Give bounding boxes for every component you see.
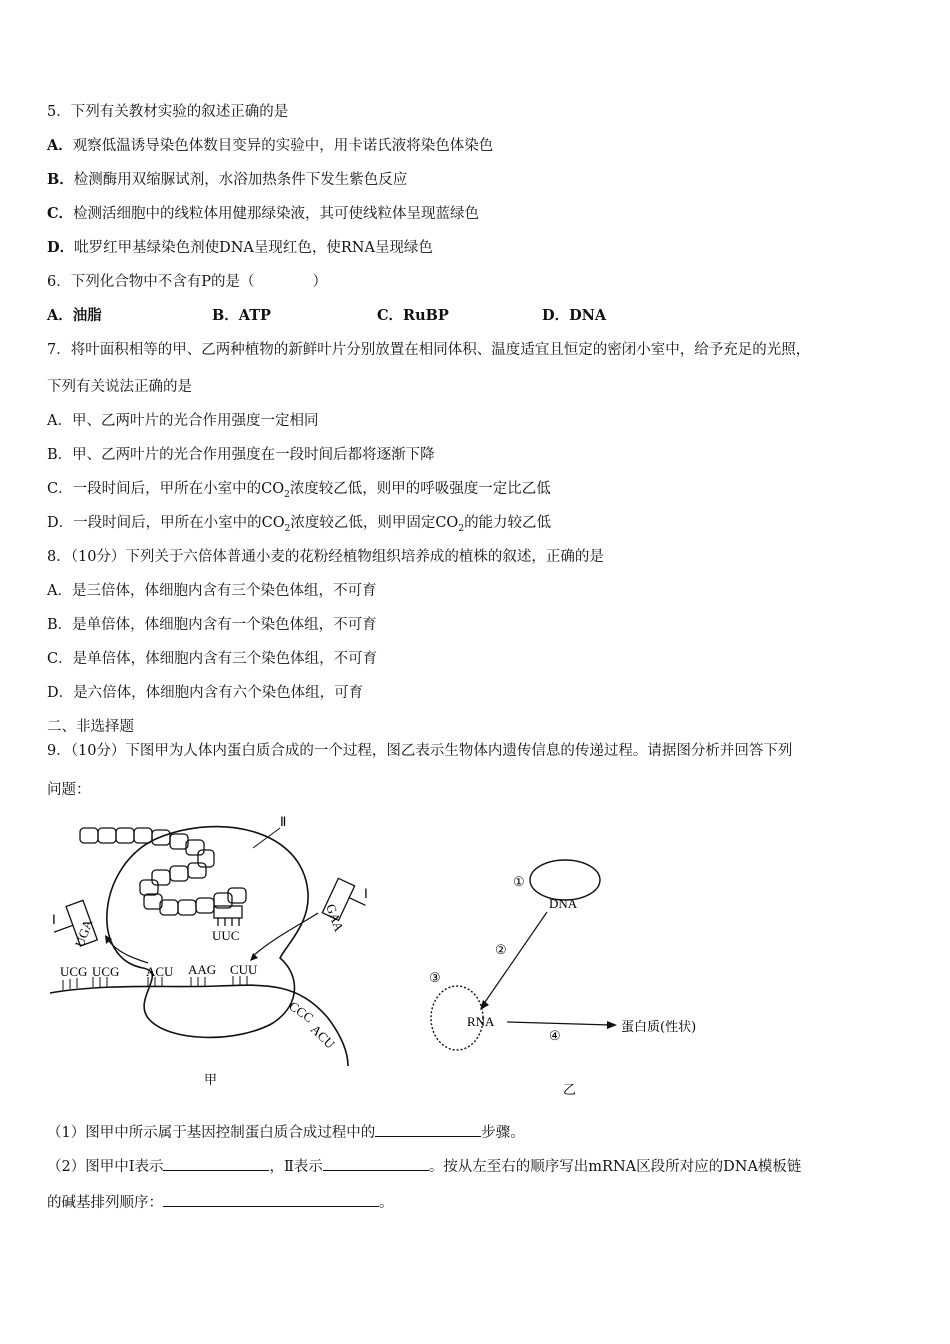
codon-4: AAG <box>188 962 217 977</box>
q7-option-c: C．一段时间后，甲所在小室中的$CO_2$浓度较乙低，则甲的呼吸强度一定比乙低 <box>47 481 551 500</box>
polypeptide-chain <box>80 828 246 915</box>
answer-blank-4[interactable] <box>163 1192 379 1207</box>
protein-label: 蛋白质(性状) <box>621 1020 697 1035</box>
step-3: ③ <box>429 970 441 985</box>
q9-part1: （1）图甲中所示属于基因控制蛋白质合成过程中的 步骤。 <box>47 1122 525 1143</box>
q6-option-d: D．DNA <box>542 307 607 324</box>
q8-option-c: C．是单倍体，体细胞内含有三个染色体组，不可育 <box>47 651 378 667</box>
q6-options <box>47 306 606 326</box>
q6-option-a: A．油脂 <box>47 307 102 324</box>
figure-jia <box>48 808 378 1098</box>
rna-label: RNA <box>467 1014 495 1029</box>
q7-option-a: A．甲、乙两叶片的光合作用强度一定相同 <box>47 413 319 429</box>
codon-5: CUU <box>230 962 258 977</box>
answer-blank-3[interactable] <box>323 1156 429 1171</box>
q5-option-c: C．检测活细胞中的线粒体用健那绿染液，其可使线粒体呈现蓝绿色 <box>47 205 480 222</box>
codon-2: UCG <box>92 964 120 979</box>
codon-3: ACU <box>146 964 174 979</box>
q7-stem-line1: 7．将叶面积相等的甲、乙两种植物的新鲜叶片分别放置在相同体积、温度适宜且恒定的密闭小室中，给予充足的光照， <box>47 342 811 358</box>
q6-option-c: C．RuBP <box>377 307 449 324</box>
mrna-strand <box>50 985 348 1066</box>
caption-yi: 乙 <box>563 1082 577 1097</box>
label-II: Ⅱ <box>280 814 287 829</box>
step-2: ② <box>495 942 507 957</box>
q5-option-d: D．吡罗红甲基绿染色剂使DNA呈现红色，使RNA呈现绿色 <box>47 239 433 256</box>
q8-option-b: B．是单倍体，体细胞内含有一个染色体组，不可育 <box>47 617 377 633</box>
codon-1: UCG <box>60 964 88 979</box>
q9-stem-line2: 问题： <box>47 782 91 798</box>
arrow-dna-rna <box>483 912 547 1005</box>
q8-option-a: A．是三倍体，体细胞内含有三个染色体组，不可育 <box>47 583 377 599</box>
dna-label: DNA <box>549 896 578 911</box>
arrow-rna-protein <box>507 1022 611 1025</box>
trna-middle <box>214 906 242 926</box>
q8-option-d: D．是六倍体，体细胞内含有六个染色体组，可育 <box>47 685 364 701</box>
step-1: ① <box>513 874 525 889</box>
q6-option-b: B．ATP <box>212 307 271 324</box>
arrow-left <box>108 940 148 963</box>
q6-stem: 6．下列化合物中不含有P的是（ ） <box>47 274 327 290</box>
anticodon-left: UGA <box>71 917 96 950</box>
q9-stem-line1: 9．（10分）下图甲为人体内蛋白质合成的一个过程，图乙表示生物体内遗传信息的传递过程。请据图分析并回答下列 <box>47 743 793 759</box>
q5-option-a: A．观察低温诱导染色体数目变异的实验中，用卡诺氏液将染色体染色 <box>47 137 494 154</box>
step-4: ④ <box>549 1028 561 1043</box>
caption-jia: 甲 <box>204 1072 218 1087</box>
answer-blank-1[interactable] <box>375 1122 481 1137</box>
q9-part3: 的碱基排列顺序： 。 <box>47 1192 394 1213</box>
figure-yi <box>425 850 745 1100</box>
label-I-right: Ⅰ <box>364 886 368 901</box>
q9-part2: （2）图甲中Ⅰ表示 ，Ⅱ表示 。按从左至右的顺序写出mRNA区段所对应的DNA模板链 <box>47 1156 801 1177</box>
ribosome-outline <box>107 827 308 1038</box>
label-I-left: Ⅰ <box>52 912 56 927</box>
q7-option-d: D．一段时间后，甲所在小室中的$CO_2$浓度较乙低，则甲固定$CO_2$的能力较乙低 <box>47 515 552 534</box>
codon-6: CCC <box>286 998 317 1026</box>
answer-blank-2[interactable] <box>163 1156 269 1171</box>
q8-stem: 8．（10分）下列关于六倍体普通小麦的花粉经植物组织培养成的植株的叙述，正确的是 <box>47 549 604 565</box>
anticodon-right: GAA <box>323 901 347 934</box>
section-heading: 二、非选择题 <box>47 719 134 735</box>
q5-stem: 5．下列有关教材实验的叙述正确的是 <box>47 104 289 120</box>
dna-loop <box>530 860 600 900</box>
q7-option-b: B．甲、乙两叶片的光合作用强度在一段时间后都将逐渐下降 <box>47 447 435 463</box>
q7-stem-line2: 下列有关说法正确的是 <box>47 379 192 395</box>
q5-option-b: B．检测酶用双缩脲试剂，水浴加热条件下发生紫色反应 <box>47 171 408 188</box>
anticodon-middle: UUC <box>212 928 240 943</box>
codon-7: ACU <box>307 1021 338 1052</box>
